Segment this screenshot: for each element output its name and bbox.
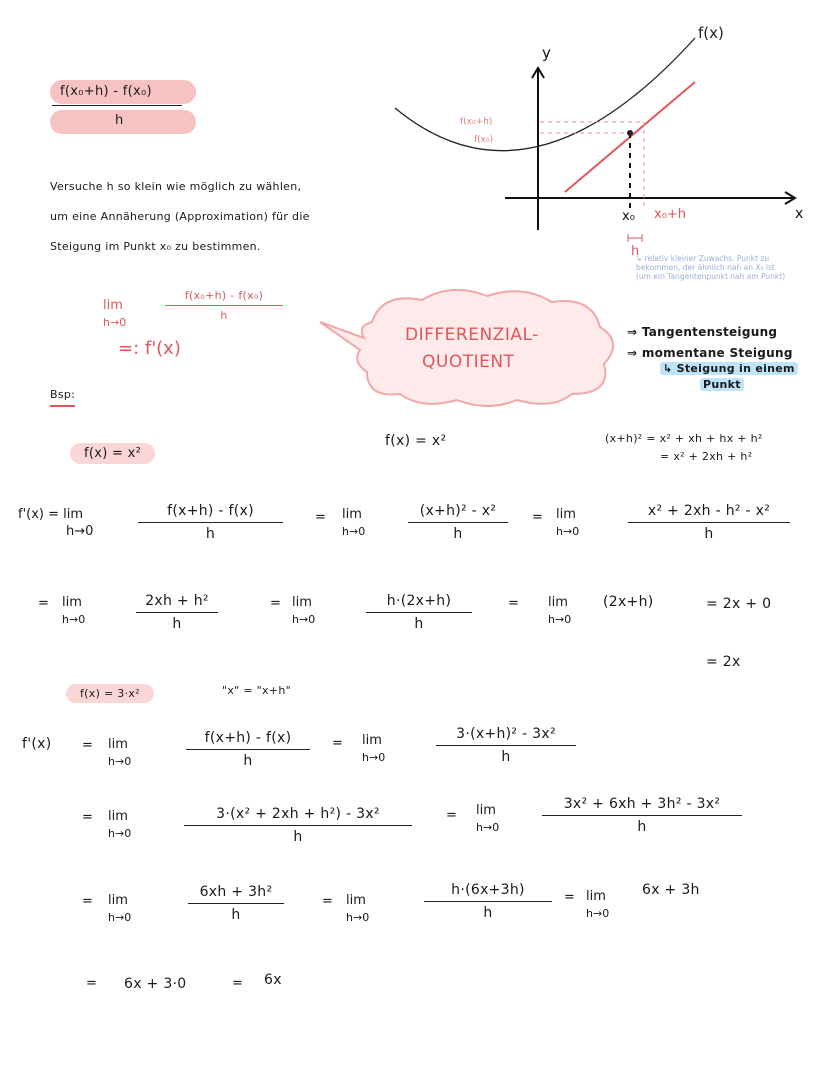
ex2-row1-lhs: f'(x) <box>22 736 52 752</box>
definition-denominator: h <box>220 309 228 322</box>
ex2-row2-eq-2: = <box>446 808 458 823</box>
ex1-row2-fraction-2: h·(2x+h) h <box>366 593 472 632</box>
ex1-row2-term: (2x+h) <box>603 594 654 610</box>
definition-fraction <box>165 289 283 322</box>
intro-text-line-1: Versuche h so klein wie möglich zu wählen, <box>50 180 302 193</box>
fx0h-label: f(x₀+h) <box>460 117 493 127</box>
intro-fraction-bar <box>52 105 182 106</box>
ex2-row2-eq: = <box>82 810 94 825</box>
tangent-point <box>627 130 633 136</box>
ex2-row3-fraction-2: h·(6x+3h) h <box>424 882 552 921</box>
ex2-substitution: "x" = "x+h" <box>222 684 291 697</box>
ex1-row1-eq-2: = <box>532 510 544 525</box>
intro-text-line-3: Steigung im Punkt x₀ zu bestimmen. <box>50 240 261 253</box>
ex2-row3-limit-1: lim h→0 <box>108 893 132 924</box>
ex2-row2-limit-1: lim h→0 <box>108 809 132 840</box>
ex1-row2-eq: = <box>38 596 50 611</box>
ex1-row1-lhs: f'(x) = lim h→0 <box>18 507 94 539</box>
intro-fraction-denominator: h <box>115 113 124 128</box>
ex2-row4-eq: = <box>86 976 98 991</box>
meaning-item-3: ↳ Steigung in einem <box>660 362 798 375</box>
ex2-row1-fraction-2: 3·(x+h)² - 3x² h <box>436 726 576 765</box>
ex2-row3-fraction-1: 6xh + 3h² h <box>188 884 284 923</box>
ex2-row1-eq: = <box>82 738 94 753</box>
cloud-text-line-1: DIFFERENZIAL- <box>405 325 539 345</box>
ex1-row2-limit-1: lim h→0 <box>62 595 86 626</box>
ex1-row1-eq-1: = <box>315 510 327 525</box>
ex1-row2-fraction-1: 2xh + h² h <box>136 593 218 632</box>
ex2-row1-limit-1: lim h→0 <box>108 737 132 768</box>
ex2-row2-fraction-2: 3x² + 6xh + 3h² - 3x² h <box>542 796 742 835</box>
ex2-function: f(x) = 3·x² <box>66 684 154 703</box>
ex1-row1-fraction-1: f(x+h) - f(x) h <box>138 503 283 542</box>
definition-limit-sub: h→0 <box>103 316 127 329</box>
x0-label: x₀ <box>622 209 635 224</box>
example-label: Bsp: <box>50 388 75 407</box>
ex1-row1-limit-1: lim h→0 <box>342 507 366 538</box>
ex2-row1-limit-2: lim h→0 <box>362 733 386 764</box>
ex2-row3-limit-2: lim h→0 <box>346 893 370 924</box>
definition-numerator: f(x₀+h) - f(x₀) <box>184 289 264 302</box>
meaning-item-4: Punkt <box>700 378 744 391</box>
h-explanation-note: ↳ relativ kleiner Zuwachs. Punkt zu bekommen, der ähnlich nah an X₀ ist (um ein Tangentenpunkt nah am Punkt) <box>636 254 786 281</box>
ex1-row2-result-2: = 2x <box>706 654 741 670</box>
fx0-label: f(x₀) <box>474 135 494 145</box>
ex2-row3-eq: = <box>82 894 94 909</box>
definition-limit-lim: lim <box>103 298 123 313</box>
fx-label: f(x) <box>698 24 724 42</box>
intro-text-line-2: um eine Annäherung (Approximation) für die <box>50 210 310 223</box>
x-axis-label: x <box>795 206 804 222</box>
ex2-row3-term: 6x + 3h <box>642 882 700 898</box>
ex2-row3-eq-2: = <box>322 894 334 909</box>
meaning-item-1: ⇒ Tangentensteigung <box>627 325 778 339</box>
ex2-row1-eq-2: = <box>332 736 344 751</box>
ex1-row2-eq-3: = <box>508 596 520 611</box>
definition-limit <box>103 297 126 331</box>
ex1-row1-fraction-3: x² + 2xh - h² - x² h <box>628 503 790 542</box>
ex2-row4-eq-2: = <box>232 976 244 991</box>
ex1-row2-limit-2: lim h→0 <box>292 595 316 626</box>
ex1-row2-result-1: = 2x + 0 <box>706 596 772 612</box>
ex1-row1-limit-2: lim h→0 <box>556 507 580 538</box>
x0h-label: x₀+h <box>654 207 687 222</box>
ex2-row3-limit-3: lim h→0 <box>586 889 610 920</box>
ex1-binomial-line-2: = x² + 2xh + h² <box>660 450 753 463</box>
ex1-function-alt: f(x) = x² <box>385 433 447 449</box>
secant-graph <box>380 20 820 260</box>
ex2-row4-result: 6x <box>264 972 282 988</box>
ex2-row2-fraction-1: 3·(x² + 2xh + h²) - 3x² h <box>184 806 412 845</box>
intro-fraction-numerator: f(x₀+h) - f(x₀) <box>60 84 152 99</box>
ex2-row3-eq-3: = <box>564 890 576 905</box>
cloud-text-line-2: QUOTIENT <box>422 352 515 372</box>
ex2-row2-limit-2: lim h→0 <box>476 803 500 834</box>
ex1-function: f(x) = x² <box>70 443 155 464</box>
definition-result: =: f'(x) <box>118 338 181 359</box>
ex2-row1-fraction-1: f(x+h) - f(x) h <box>186 730 310 769</box>
ex1-binomial-line-1: (x+h)² = x² + xh + hx + h² <box>605 432 763 445</box>
h-label: h <box>631 244 640 259</box>
speech-cloud <box>312 282 630 412</box>
ex1-row1-fraction-2: (x+h)² - x² h <box>408 503 508 542</box>
ex2-row4-expression: 6x + 3·0 <box>124 976 187 992</box>
ex1-row2-eq-2: = <box>270 596 282 611</box>
y-axis-label: y <box>542 44 551 62</box>
meaning-item-2: ⇒ momentane Steigung <box>627 346 793 360</box>
ex1-row2-limit-3: lim h→0 <box>548 595 572 626</box>
